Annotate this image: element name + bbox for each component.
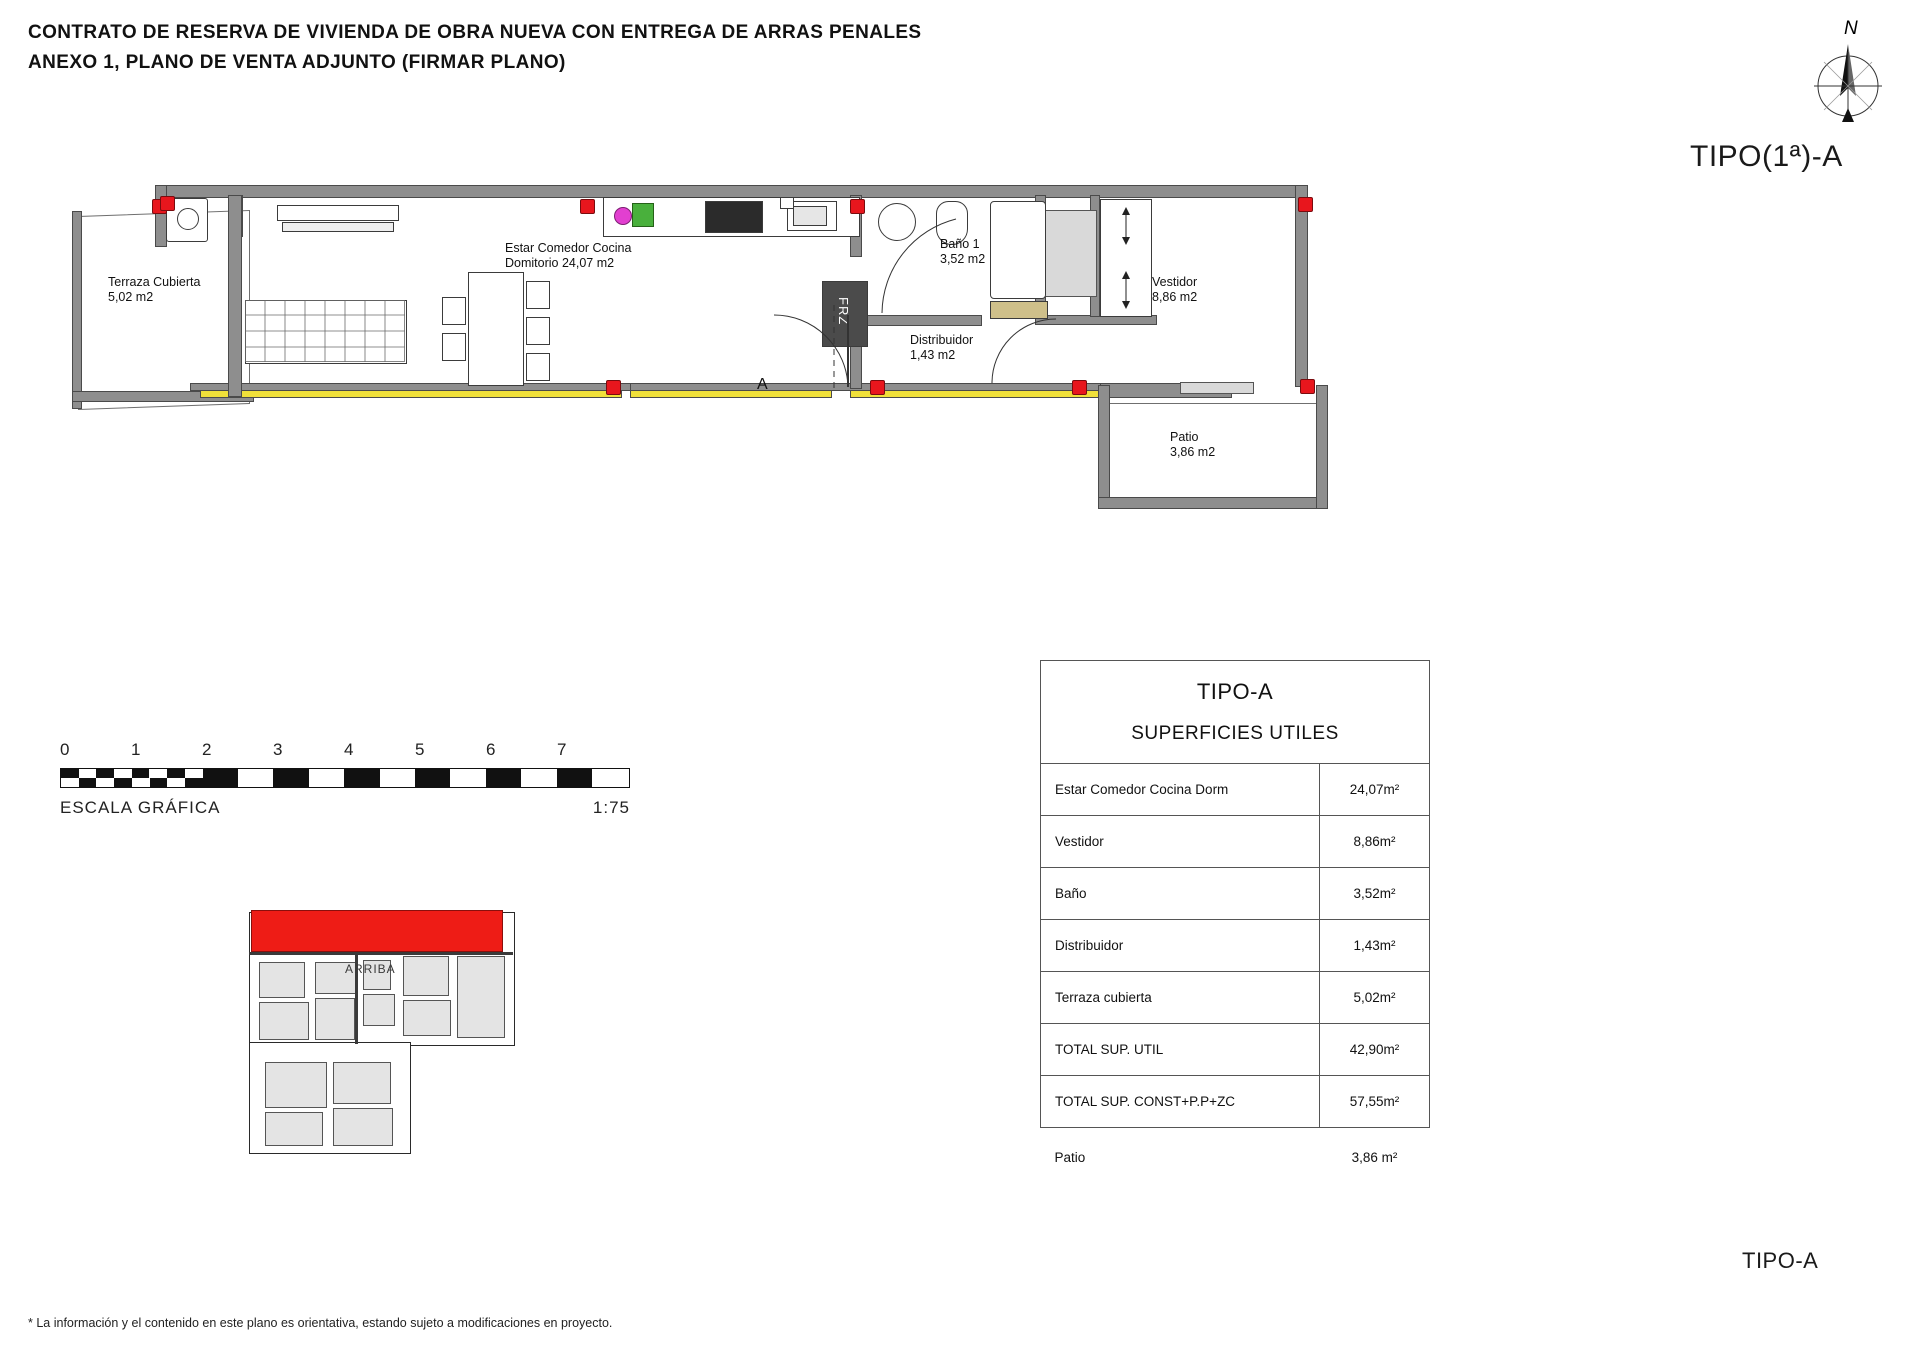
marker-red-9 <box>160 196 175 211</box>
header-line-1: CONTRATO DE RESERVA DE VIVIENDA DE OBRA NUEVA CON ENTREGA DE ARRAS PENALES <box>28 22 922 43</box>
keyplan-room-d <box>315 998 355 1040</box>
scale-caption-row <box>60 798 630 818</box>
room-name-distribuidor: Distribuidor <box>910 333 974 347</box>
document-header <box>28 18 1228 78</box>
key-plan <box>245 890 545 1150</box>
wall-patio-left <box>1098 385 1110 509</box>
scale-bar <box>60 768 630 788</box>
row-value: 57,55m² <box>1320 1076 1430 1128</box>
keyplan-room-l <box>333 1062 391 1104</box>
keyplan-room-i <box>457 956 505 1038</box>
scale-tick-6: 6 <box>486 740 496 759</box>
room-area-bano: 3,52 m2 <box>940 252 986 266</box>
row-value: 3,52m² <box>1320 868 1430 920</box>
type-footer-label: TIPO-A <box>1742 1248 1819 1273</box>
row-value: 42,90m² <box>1320 1024 1430 1076</box>
axis-dashed-line <box>830 305 838 391</box>
north-label: N <box>1844 18 1858 39</box>
marker-red-2 <box>580 199 595 214</box>
table-row <box>1041 764 1430 816</box>
scale-ratio: 1:75 <box>592 798 630 817</box>
table-title: TIPO-A <box>1196 679 1274 704</box>
graphic-scale <box>60 740 630 818</box>
keyplan-room-a <box>259 962 305 998</box>
room-area-distribuidor: 1,43 m2 <box>910 348 956 362</box>
window-bath-shower <box>1040 210 1097 297</box>
row-name: Vestidor <box>1041 816 1320 868</box>
marker-red-3 <box>850 199 865 214</box>
scale-ticks <box>60 740 630 764</box>
page-title: TIPO(1ª)-A <box>1690 140 1843 173</box>
fixture-chair-3 <box>526 281 550 309</box>
keyplan-room-h <box>403 1000 451 1036</box>
scale-tick-1: 1 <box>131 740 141 759</box>
table-subtitle: SUPERFICIES UTILES <box>1131 723 1339 744</box>
row-name: Baño <box>1041 868 1320 920</box>
room-label-distribuidor <box>910 333 973 363</box>
marker-red-7 <box>1072 380 1087 395</box>
table-header-row <box>1041 661 1430 764</box>
table-row-extra <box>1041 1128 1430 1184</box>
fixture-chair-2 <box>442 333 466 361</box>
fixture-wall-cabinet <box>277 205 399 221</box>
fixture-wall-cabinet-2 <box>282 222 394 232</box>
room-name-terraza: Terraza Cubierta <box>108 275 201 289</box>
table-row <box>1041 816 1430 868</box>
row-value: 3,86 m² <box>1351 1150 1398 1165</box>
wall-terrace-left <box>72 211 82 409</box>
room-area-terraza: 5,02 m2 <box>108 290 154 304</box>
room-label-estar <box>505 241 631 271</box>
fixture-upper-unit <box>780 197 794 209</box>
room-area-patio: 3,86 m2 <box>1170 445 1216 459</box>
keyplan-room-g <box>403 956 449 996</box>
fixture-dining-table <box>468 272 524 386</box>
row-value: 5,02m² <box>1320 972 1430 1024</box>
room-label-bano <box>940 237 985 267</box>
fixture-cooktop <box>705 201 763 233</box>
table-row <box>1041 972 1430 1024</box>
table-row <box>1041 868 1430 920</box>
row-name: Terraza cubierta <box>1041 972 1320 1024</box>
header-line-2: ANEXO 1, PLANO DE VENTA ADJUNTO (FIRMAR PLANO) <box>28 52 566 73</box>
marker-red-4 <box>1298 197 1313 212</box>
window-patio-door <box>1180 382 1254 394</box>
door-swing-vestidor <box>990 317 1068 385</box>
keyplan-room-k <box>265 1112 323 1146</box>
table-header-cell <box>1041 661 1430 764</box>
scale-caption: ESCALA GRÁFICA <box>60 798 221 817</box>
keyplan-room-b <box>259 1002 309 1040</box>
scale-tick-2: 2 <box>202 740 212 759</box>
scale-tick-3: 3 <box>273 740 283 759</box>
wall-patio-right <box>1316 385 1328 509</box>
label-door-mark: A <box>757 376 768 393</box>
label-fridge: FRZ <box>836 297 851 326</box>
table-row <box>1041 1076 1430 1128</box>
keyplan-wall-h <box>249 952 513 955</box>
scale-tick-7: 7 <box>557 740 567 759</box>
room-area-vestidor: 8,86 m2 <box>1152 290 1198 304</box>
room-name-vestidor: Vestidor <box>1152 275 1198 289</box>
fixture-chair-5 <box>526 353 550 381</box>
wall-right-main <box>1295 185 1308 387</box>
fixture-chair-1 <box>442 297 466 325</box>
keyplan-highlight-unit <box>251 910 503 952</box>
row-name: Distribuidor <box>1041 920 1320 972</box>
fixture-washer-drum <box>177 208 199 230</box>
room-name-patio: Patio <box>1170 430 1199 444</box>
keyplan-room-f <box>363 994 395 1026</box>
marker-red-8 <box>1300 379 1315 394</box>
fixture-sink-bowl <box>793 206 827 226</box>
room-area-estar: Domitorio 24,07 m2 <box>505 256 615 270</box>
room-label-vestidor <box>1152 275 1197 305</box>
scale-tick-5: 5 <box>415 740 425 759</box>
row-name: TOTAL SUP. UTIL <box>1041 1024 1320 1076</box>
scale-tick-0: 0 <box>60 740 70 759</box>
table-row <box>1041 920 1430 972</box>
fixture-sofa-grid <box>245 300 405 362</box>
scale-tick-4: 4 <box>344 740 354 759</box>
row-value: 1,43m² <box>1320 920 1430 972</box>
keyplan-room-j <box>265 1062 327 1108</box>
arrow-vestidor-icon <box>1116 205 1136 315</box>
wall-partition-left <box>228 195 242 397</box>
room-name-bano: Baño 1 <box>940 237 980 251</box>
table-row <box>1041 1024 1430 1076</box>
row-name: Patio <box>1054 1150 1086 1165</box>
north-arrow <box>1800 18 1900 128</box>
room-label-terraza <box>108 275 200 305</box>
marker-red-6 <box>870 380 885 395</box>
row-name: Estar Comedor Cocina Dorm <box>1041 764 1320 816</box>
room-label-patio <box>1170 430 1215 460</box>
floor-plan <box>60 185 1620 625</box>
keyplan-text: ARRIBA <box>345 962 396 976</box>
fixture-bathtub <box>990 201 1046 299</box>
wall-patio-bottom <box>1098 497 1328 509</box>
wall-bottom-main-a <box>190 383 632 391</box>
row-value: 24,07m² <box>1320 764 1430 816</box>
footnote: * La información y el contenido en este plano es orientativa, estando sujeto a modificaciones en proyecto. <box>28 1316 613 1330</box>
appliance-pink-icon <box>614 207 632 225</box>
keyplan-room-m <box>333 1108 393 1146</box>
fixture-chair-4 <box>526 317 550 345</box>
surfaces-table <box>1040 660 1430 1183</box>
key-plan-base <box>245 890 545 1150</box>
row-name: TOTAL SUP. CONST+P.P+ZC <box>1041 1076 1320 1128</box>
row-value: 8,86m² <box>1320 816 1430 868</box>
room-name-estar: Estar Comedor Cocina <box>505 241 632 255</box>
marker-red-5 <box>606 380 621 395</box>
appliance-green-icon <box>632 203 654 227</box>
